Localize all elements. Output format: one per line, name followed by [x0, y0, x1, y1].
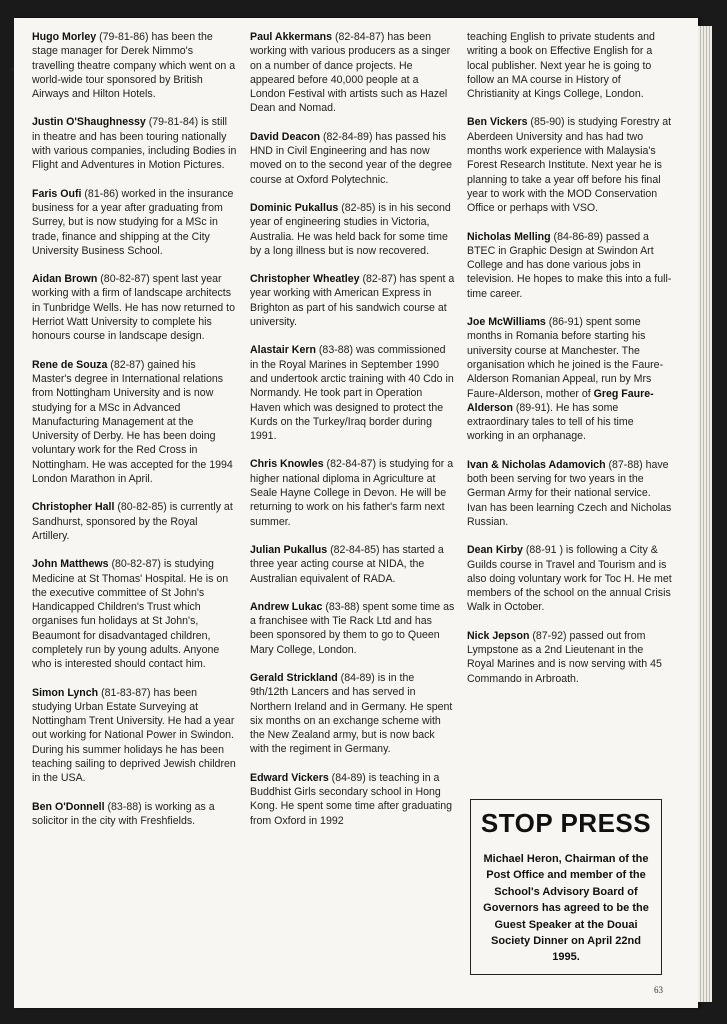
- entry-name: Ivan & Nicholas Adamovich: [467, 458, 606, 471]
- entry-text: (85-90) is studying Forestry at Aberdeen University and has had two months work experience with Malaysia's Forest Research Institute. Next year he is planning to take a year off before his final year to work with the MOD Conservation Office or perhaps with VSO.: [467, 116, 672, 215]
- entry-text: (87-92) passed out from Lympstone as a 2nd Lieutenant in the Royal Marines and is now serving with 45 Commando in Arbroath.: [467, 629, 662, 685]
- entry-text: (86-91) spent some months in Romania before starting his university course at Manchester. The organisation which he joined is the Faure-Alderson Romanian Appeal, run by Mrs Faure-Alderson, mother of: [467, 316, 664, 400]
- entry-name: Andrew Lukac: [250, 600, 323, 613]
- entry-text: (87-88) have both been serving for two years in the German Army for their national service. Ivan has been learning Czech and Nicholas Russian.: [467, 458, 672, 528]
- entry: [250, 543, 455, 586]
- entry-name: Paul Akkermans: [250, 31, 333, 43]
- entry-name: Christopher Hall: [32, 501, 115, 514]
- entry: [467, 30, 672, 101]
- entry-name: Aidan Brown: [32, 273, 98, 286]
- entry: [250, 600, 455, 657]
- entry-text: (83-88) spent some time as a franchisee with Tie Rack Ltd and has been sponsored by them to go to Queen Mary College, London.: [250, 600, 455, 656]
- entry: [32, 272, 237, 343]
- entry: [467, 543, 672, 614]
- entry: [250, 201, 455, 258]
- entry-name: Nick Jepson: [467, 629, 530, 642]
- entry-name: David Deacon: [250, 130, 321, 143]
- entry-name-secondary: Greg Faure-Alderson: [467, 387, 654, 414]
- entry: [467, 115, 672, 215]
- stop-press-body: Michael Heron, Chairman of the Post Office and member of the School's Advisory Board of Governors has agreed to be the Guest Speaker at the Douai Society Dinner on April 22nd 1995.: [483, 853, 649, 964]
- entry-text: (82-85) is in his second year of engineering studies in Victoria, Australia. He was held back for some time by a long illness but is now recovered.: [250, 201, 451, 257]
- entry: [32, 557, 237, 671]
- entry: [32, 358, 237, 487]
- entry: [467, 315, 672, 444]
- entry-text: (81-86) worked in the insurance business for a year after graduating from Surrey, but is now studying for a MSc in trade, finance and shipping at the City University Business School.: [32, 187, 234, 257]
- entry: [32, 686, 237, 786]
- entry-text: (82-87) gained his Master's degree in International relations from Nottingham University and is now studying for a MSc in Advanced Manufacturing Management at the University of Derby. He has been doing voluntary work for the Red Cross in Nottingham. He was accepted for the 1994 London Marathon in April.: [32, 358, 233, 486]
- entry: [250, 771, 455, 828]
- entry: [467, 629, 672, 686]
- entry-text: (79-81-86) has been the stage manager for Derek Nimmo's travelling theatre company which went on a world-wide tour sponsored by British Airways and Hilton Hotels.: [32, 31, 236, 101]
- entry-text: teaching English to private students and writing a book on Effective English for a local publisher. Next year he is going to follow an MA course in History of Christianity at Kings College, London.: [467, 31, 655, 101]
- entry-text: (83-88) is working as a solicitor in the city with Freshfields.: [32, 800, 215, 827]
- binding-mark: [11, 68, 14, 71]
- entry-name: Dominic Pukallus: [250, 201, 339, 214]
- entry-text: (80-82-85) is currently at Sandhurst, sponsored by the Royal Artillery.: [32, 501, 233, 542]
- entry-name: Chris Knowles: [250, 458, 324, 471]
- entry-name: Hugo Morley: [32, 31, 97, 43]
- entry: [32, 500, 237, 543]
- entry: [250, 343, 455, 443]
- entry-name: Ben Vickers: [467, 116, 528, 129]
- entry-name: Joe McWilliams: [467, 316, 546, 329]
- page-number: 63: [654, 985, 663, 995]
- entry-name: Nicholas Melling: [467, 230, 551, 243]
- entry-name: Dean Kirby: [467, 544, 523, 557]
- entry-name: Gerald Strickland: [250, 671, 338, 684]
- entry-name: Rene de Souza: [32, 358, 108, 371]
- entry: [467, 230, 672, 301]
- entry-text: (79-81-84) is still in theatre and has been touring nationally with various companies, including Bodies in Flight and Adventures in Motion Pictures.: [32, 116, 237, 172]
- entry-text-secondary: (89-91). He has some extraordinary tales to tell of his time working in an orphanage.: [467, 401, 634, 443]
- entry-name: Julian Pukallus: [250, 543, 328, 556]
- entry: [32, 115, 237, 172]
- entry-name: Justin O'Shaughnessy: [32, 116, 146, 129]
- entry: [32, 800, 237, 829]
- entry-text: (80-82-87) spent last year working with a firm of landscape architects in Tunbridge Wells. He has now returned to Herriot Watt University to complete his honours course in landscape design.: [32, 273, 235, 343]
- entry-name: John Matthews: [32, 558, 109, 571]
- entry-name: Ben O'Donnell: [32, 800, 105, 813]
- entry: [250, 30, 455, 116]
- entry: [32, 187, 237, 258]
- entry: [250, 671, 455, 757]
- entry-name: Edward Vickers: [250, 771, 329, 784]
- entry-text: (88-91 ) is following a City & Guilds course in Travel and Tourism and is also doing voluntary work for Toc H. He met members of the school on the annual Crisis Walk in October.: [467, 544, 672, 614]
- entry-text: (84-89) is teaching in a Buddhist Girls secondary school in Hong Kong. He spent some time after graduating from Oxford in 1992: [250, 771, 452, 827]
- entry-text: (83-88) was commissioned in the Royal Marines in September 1990 and undertook arctic training with 40 Cdo in Normandy. He took part in Operation Haven which was designed to protect the Kurds on the Turkey/Iraq border during 1991.: [250, 344, 454, 443]
- entry: [250, 130, 455, 187]
- entry-name: Alastair Kern: [250, 344, 316, 357]
- entry-text: (81-83-87) has been studying Urban Estate Surveying at Nottingham Trent University. He had a year out working for National Power in Swindon. During his summer holidays he has been teaching sailing to deprived Jewish children in the USA.: [32, 686, 236, 785]
- entry: [250, 457, 455, 528]
- entry-text: (84-86-89) passed a BTEC in Graphic Design at Swindon Art College and has done various jobs in television. He hopes to make this into a full-time career.: [467, 230, 672, 300]
- entry-text: (82-84-87) is studying for a higher national diploma in Agriculture at Seale Hayne College in Devon. He will be returning to work on his father's farm next summer.: [250, 458, 454, 528]
- entry: [250, 272, 455, 329]
- column-3: [467, 30, 672, 700]
- entry-name: Simon Lynch: [32, 686, 99, 699]
- entry-name: Faris Oufi: [32, 187, 82, 200]
- stop-press-box: [470, 799, 662, 975]
- entry: [32, 30, 237, 101]
- entry-text: (80-82-87) is studying Medicine at St Thomas' Hospital. He is on the executive committee of St John's Handicapped Children's Trust which organises fun holidays at St John's, Beaumont for disadvantaged children, completely run by young adults. Anyone who is interested should contact him.: [32, 558, 229, 671]
- entry-text: (84-89) is in the 9th/12th Lancers and has served in Northern Ireland and in Germany. He spent six months on an exchange scheme with the New Zealand army, but is now back with the regiment in Germany.: [250, 671, 453, 756]
- entry-name: Christopher Wheatley: [250, 273, 360, 286]
- entry-text: (82-84-87) has been working with various producers as a singer on a number of dance projects. He appeared before 40,000 people at a London Festival with artists such as Hazel Dean and Nomad.: [250, 31, 451, 115]
- entry-text: (82-84-89) has passed his HND in Civil Engineering and has now moved on to the second year of the degree course at Oxford Polytechnic.: [250, 130, 453, 186]
- page-edges: [698, 26, 712, 1002]
- stop-press-title: STOP PRESS: [480, 808, 652, 838]
- column-1: [32, 30, 237, 842]
- entry: [467, 458, 672, 529]
- entry-text: (82-87) has spent a year working with American Express in Brighton as part of his sandwich course at university.: [250, 273, 455, 329]
- entry-text: (82-84-85) has started a three year acting course at NIDA, the Australian equivalent of RADA.: [250, 543, 444, 585]
- column-2: [250, 30, 455, 842]
